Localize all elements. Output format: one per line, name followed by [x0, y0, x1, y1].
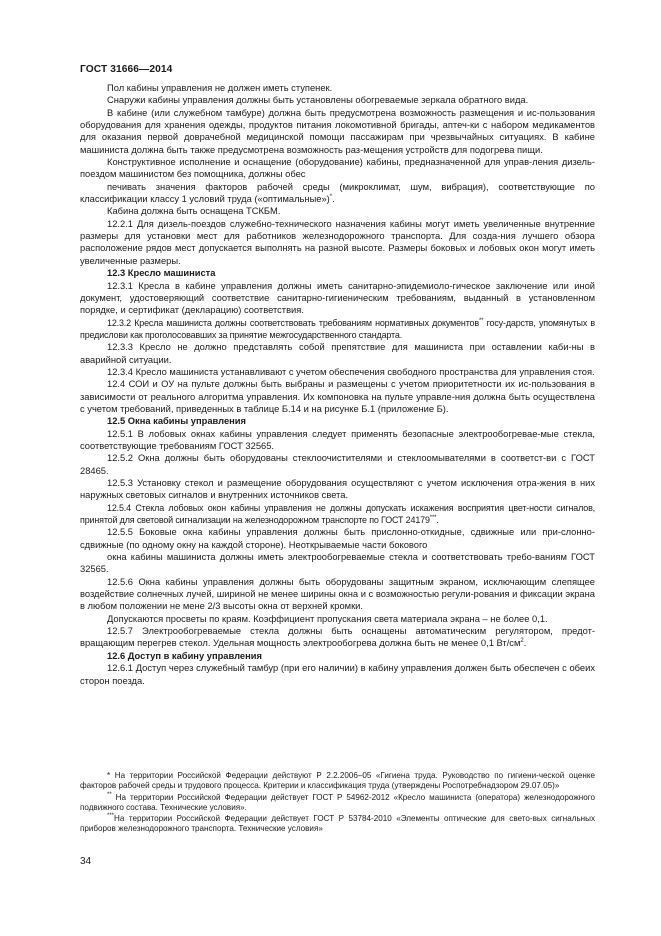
- paragraph-text: окна кабины машиниста должны иметь электрообогреваемые стекла и соответствовать требо-ваниям ГОСТ 32565.: [80, 552, 595, 575]
- paragraph: [80, 378, 595, 415]
- paragraph: [80, 107, 595, 156]
- footnote-mark: ***: [107, 813, 115, 820]
- paragraph: [80, 94, 595, 106]
- document-header: ГОСТ 31666—2014: [80, 64, 173, 75]
- footnote-mark: *: [329, 194, 333, 201]
- section-heading: [80, 415, 595, 427]
- paragraph-text: 12.5.4 Стекла лобовых окон кабины управления не должны допускать искажения восприятия цвет-ности сигналов, принятой для световой сигнализации на железнодорожном транспорте по ГОСТ 24179: [80, 502, 595, 526]
- footnote-text: * На территории Российской Федерации действуют Р 2.2.2006–05 «Гигиена труда. Руководство по гигиени-ческой оценке факторов рабочей среды и трудового процесса. Критерии и классификация труда (утверждены Роспотребнадзором 29.07.05)»: [80, 771, 595, 791]
- paragraph-text: 12.4 СОИ и ОУ на пульте должны быть выбраны и размещены с учетом приоритетности их ис-пользования в зависимости от реального алгоритма управления. Их компоновка на пульте управле-ния должна быть осуществлена с учетом требований, приведенных в таблице Б.14 и на рисунке Б.1 (приложение Б).: [80, 379, 595, 414]
- paragraph: [80, 181, 595, 206]
- paragraph: [80, 82, 595, 94]
- paragraph-tail: .: [523, 638, 527, 649]
- paragraph-text: 12.6.1 Доступ через служебный тамбур (при его наличии) в кабину управления должен быть обеспечен с обеих сторон поезда.: [80, 663, 595, 686]
- paragraph-text: 12.5 Окна кабины управления: [107, 416, 246, 427]
- paragraph: [80, 613, 595, 625]
- footnote: [80, 771, 595, 792]
- paragraph: [80, 526, 595, 551]
- footnote-text: На территории Российской Федерации действует ГОСТ Р 53784-2010 «Элементы оптические для свето-вых сигнальных приборов железнодорожного транспорта. Технические условия»: [80, 814, 595, 834]
- paragraph-text: 12.5.7 Электрообогреваемые стекла должны быть оснащены автоматическим регулятором, предот-вращающим перегрев стекол. Удельная мощность электрообогрева должна быть не менее 0,1 Вт/см: [80, 626, 595, 649]
- paragraph-text: 12.6 Доступ в кабину управления: [107, 650, 262, 661]
- footnote: [80, 814, 595, 835]
- paragraph: [80, 625, 595, 650]
- paragraph-text: Пол кабины управления не должен иметь ступенек.: [107, 83, 333, 93]
- footnotes: [80, 771, 595, 836]
- paragraph: [80, 477, 595, 502]
- paragraph: [80, 366, 595, 378]
- paragraph-text: 12.3.2 Кресла машиниста должны соответствовать требованиям нормативных документов: [107, 317, 479, 328]
- footnote-mark: **: [107, 791, 112, 798]
- paragraph-text: 12.3.3 Кресло не должно представлять собой препятствие для машиниста при оставлении каби-ны в аварийной ситуации.: [80, 342, 595, 365]
- paragraph: [80, 452, 595, 477]
- paragraph-text: Снаружи кабины управления должны быть установлены обогреваемые зеркала обратного вида.: [107, 95, 529, 106]
- paragraph: [80, 662, 595, 687]
- paragraph: [80, 205, 595, 217]
- document-body: [80, 82, 595, 687]
- footnote-separator: [80, 766, 595, 767]
- footnote-mark: 2: [520, 638, 524, 645]
- paragraph-text: 12.5.5 Боковые окна кабины управления должны быть прислонно-откидные, сдвижные или при-слонно-сдвижные (по одному окну на каждой стороне). Неоткрываемые части бокового: [80, 527, 595, 550]
- paragraph-tail: госу-дарств, упомянутых в предислови как проголосовавших за принятие межгосударственного стандарта.: [80, 317, 595, 340]
- paragraph: [80, 280, 595, 317]
- footnote: [80, 793, 595, 814]
- page-number: 34: [80, 856, 92, 867]
- paragraph: [80, 428, 595, 453]
- paragraph: [80, 502, 595, 527]
- paragraph-text: 12.3.4 Кресло машиниста устанавливают с учетом обеспечения свободного пространства для управления стоя.: [107, 366, 595, 377]
- section-heading: [80, 650, 595, 662]
- footnote-mark: **: [478, 317, 484, 324]
- paragraph: [80, 341, 595, 366]
- paragraph-text: В кабине (или служебном тамбуре) должна быть предусмотрена возможность размещения и ис-пользования оборудования для хранения одежды, продуктов питания локомотивной бригады, аптеч-ки с набором медикаментов для оказания первой доврачебной медицинской помощи пассажирам при чрезвычайных ситуациях. В кабине машиниста должна быть также предусмотрена возможность раз-мещения устройств для подогрева пищи.: [80, 107, 595, 155]
- paragraph: [80, 156, 595, 181]
- paragraph: [80, 218, 595, 267]
- paragraph-text: 12.3 Кресло машиниста: [107, 268, 216, 279]
- paragraph: [80, 576, 595, 613]
- paragraph-tail: .: [332, 194, 335, 205]
- paragraph-text: Кабина должна быть оснащена ТСКБМ.: [107, 206, 281, 217]
- paragraph: [80, 317, 595, 342]
- section-heading: [80, 267, 595, 279]
- paragraph-text: Допускаются просветы по краям. Коэффициент пропускания света материала экрана – не более 0,1.: [107, 613, 548, 624]
- paragraph-text: 12.5.6 Окна кабины управления должны быть оборудованы защитным экраном, исключающим слепящее воздействие солнечных лучей, шириной не менее ширины окна и с возможностью регули-рования и фиксации экрана в любом положении не мене 2/3 высоты окна от верхней кромки.: [80, 576, 595, 612]
- paragraph-text: 12.5.1 В лобовых окнах кабины управления следует применять безопасные электрообогревае-мые стекла, соответствующие требованиям ГОСТ 32565.: [80, 428, 595, 451]
- footnote-text: На территории Российской Федерации действует ГОСТ Р 54962-2012 «Кресло машиниста (оператора) железнодорожного подвижного состава. Технические условия».: [80, 792, 595, 812]
- footnote-mark: ***: [429, 515, 437, 522]
- paragraph-text: 12.3.1 Кресла в кабине управления должны иметь санитарно-эпидемиоло-гическое заключение или иной документ, удостоверяющий соответствие санитарно-гигиеническим требованиям, выданный в установленном порядке, и сертификат (декларацию) соответствия.: [80, 280, 595, 316]
- paragraph-tail: .: [436, 515, 439, 526]
- paragraph-text: Конструктивное исполнение и оснащение (оборудование) кабины, предназначенной для управ-ления дизель-поездом машинистом без помощника, должны обес: [80, 157, 595, 180]
- paragraph-text: печивать значения факторов рабочей среды (микроклимат, шум, вибрация), соответствующие по классификации классу 1 условий труда («оптимальные»): [80, 181, 595, 205]
- paragraph-text: 12.5.2 Окна должны быть оборудованы стеклоочистителями и стеклоомывателями в соответст-ви с ГОСТ 28465.: [80, 453, 595, 476]
- paragraph-text: 12.2.1 Для дизель-поездов служебно-технического назначения кабины могут иметь увеличенные внутренние размеры для установки мест для работников железнодорожного транспорта. Для созда-ния лучшего обзора расположение рядов мест допускается выполнять на разной высоте. Размеры боковых и лобовых окон могут иметь увеличенные размеры.: [80, 218, 595, 266]
- paragraph: [80, 551, 595, 576]
- paragraph-text: 12.5.3 Установку стекол и размещение оборудования осуществляют с учетом исключения отра-жения в них наружных световых сигналов и внутренних источников света.: [80, 478, 595, 501]
